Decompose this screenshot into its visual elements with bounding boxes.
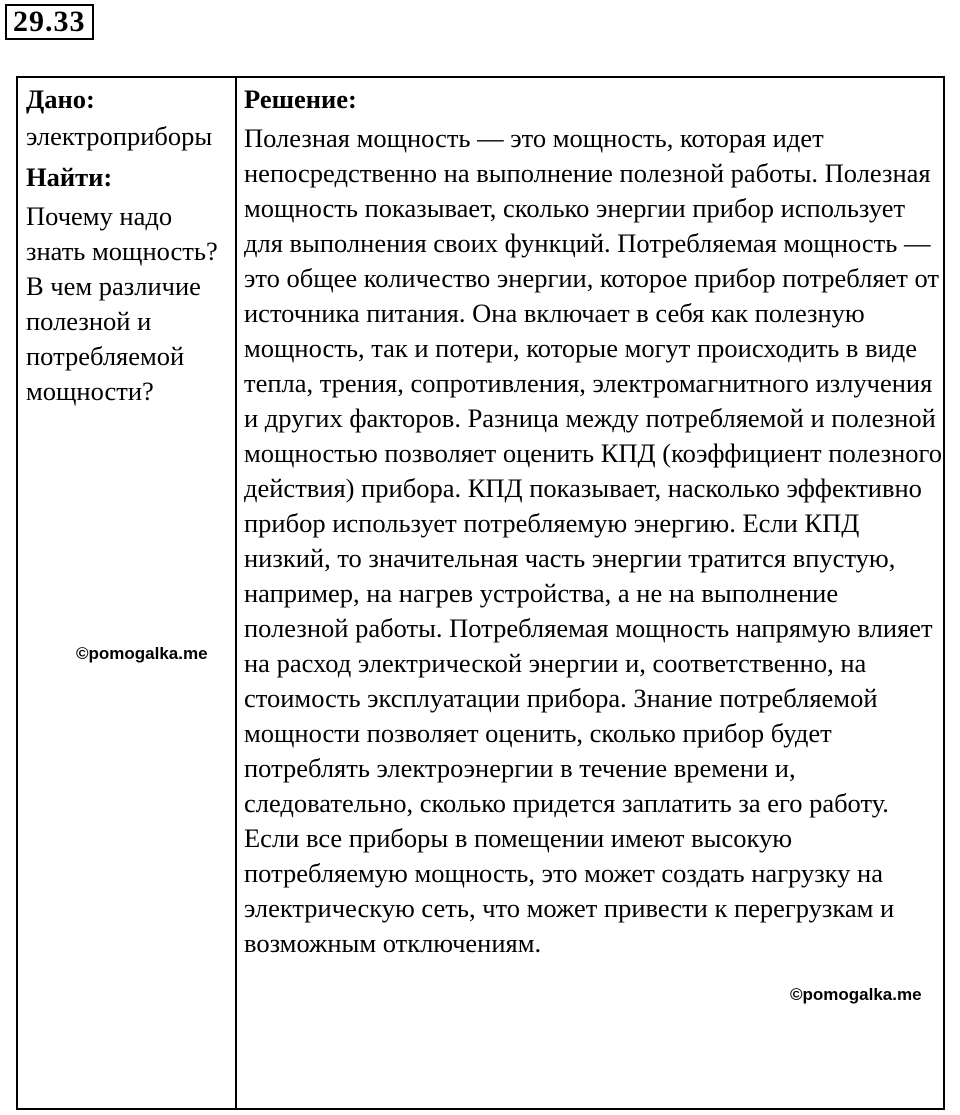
find-text: Почему надо знать мощность? В чем различие полезной и потребляемой мощности? xyxy=(26,201,218,406)
solution-column xyxy=(244,82,944,961)
given-heading: Дано: xyxy=(26,84,95,114)
given-find-column xyxy=(26,82,232,409)
task-table xyxy=(16,76,945,1110)
column-divider xyxy=(235,78,237,1108)
solution-heading: Решение: xyxy=(244,84,357,114)
problem-number: 29.33 xyxy=(5,4,94,40)
given-text: электроприборы xyxy=(26,121,213,151)
watermark-right: ©pomogalka.me xyxy=(790,985,922,1004)
solution-text: Полезная мощность — это мощность, которая идет непосредственно на выполнение полезной работы. Полезная мощность показывает, сколько энергии прибор использует для выполнения своих функций. Потребляемая мощность — это общее количество энергии, которое прибор потребляет от источника питания. Она включает в себя как полезную мощность, так и потери, которые могут происходить в виде тепла, трения, сопротивления, электромагнитного излучения и других факторов. Разница между потребляемой и полезной мощностью позволяет оценить КПД (коэффициент полезного действия) прибора. КПД показывает, насколько эффективно прибор использует потребляемую энергию. Если КПД низкий, то значительная часть энергии тратится впустую, например, на нагрев устройства, а не на выполнение полезной работы. Потребляемая мощность напрямую влияет на расход электрической энергии и, соответственно, на стоимость эксплуатации прибора. Знание потребляемой мощности позволяет оценить, сколько прибор будет потреблять электроэнергии в течение времени и, следовательно, сколько придется заплатить за его работу. Если все приборы в помещении имеют высокую потребляемую мощность, это может создать нагрузку на электрическую сеть, что может привести к перегрузкам и возможным отключениям. xyxy=(244,123,943,958)
find-heading: Найти: xyxy=(26,162,113,192)
watermark-left: ©pomogalka.me xyxy=(76,644,208,663)
